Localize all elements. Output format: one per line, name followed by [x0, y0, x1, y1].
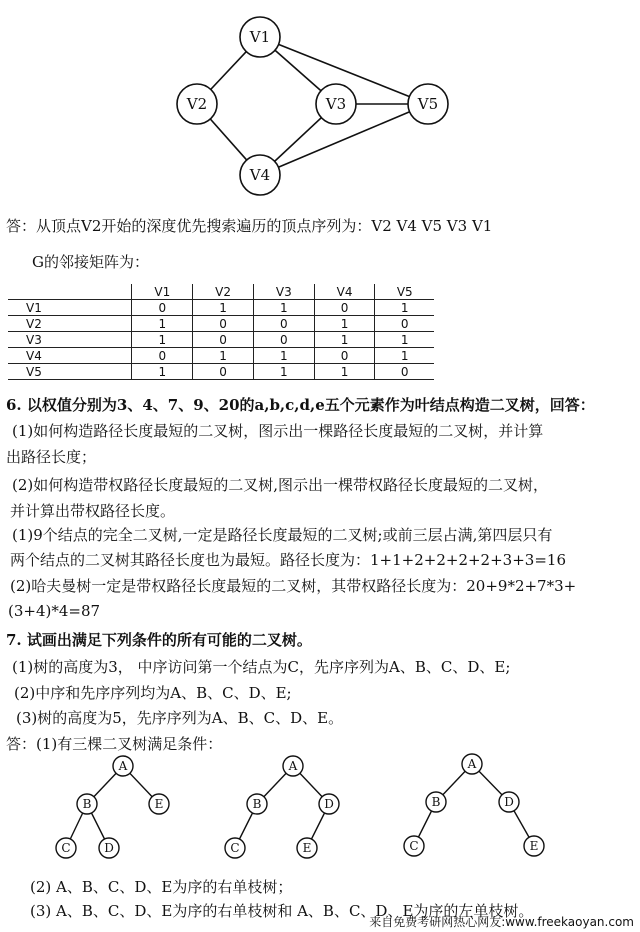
- matrix-cell: 1: [132, 316, 193, 332]
- q7-answer3: (3) A、B、C、D、E为序的右单枝树和 A、B、C、D、E为序的左单枝树。: [30, 902, 534, 920]
- matrix-cell: 1: [253, 300, 314, 316]
- q7-condition3: (3)树的高度为5，先序序列为A、B、C、D、E。: [16, 709, 344, 727]
- matrix-cell: 1: [253, 364, 314, 380]
- matrix-row-label: V2: [8, 316, 132, 332]
- graph-node-label: V2: [186, 95, 208, 113]
- matrix-cell: 1: [132, 364, 193, 380]
- q7-title: 7. 试画出满足下列条件的所有可能的二叉树。: [6, 631, 312, 649]
- matrix-row: [8, 348, 434, 364]
- binary-trees-diagram: [0, 750, 640, 870]
- q7-answer: 答：(1)有三棵二叉树满足条件：: [6, 735, 223, 753]
- tree-node-label: D: [104, 841, 114, 855]
- matrix-row: [8, 332, 434, 348]
- matrix-row-label: V1: [8, 300, 132, 316]
- matrix-col-header: V1: [132, 284, 193, 300]
- q7-condition2: (2)中序和先序序列均为A、B、C、D、E;: [14, 684, 292, 702]
- q6-title: 6. 以权值分别为3、4、7、9、20的a,b,c,d,e五个元素作为叶结点构造二叉树，回答：: [6, 396, 595, 414]
- matrix-cell: 0: [314, 348, 375, 364]
- matrix-cell: 1: [375, 348, 434, 364]
- q6-part2-line1: (2)如何构造带权路径长度最短的二叉树,图示出一棵带权路径长度最短的二叉树，: [12, 476, 549, 494]
- matrix-cell: 0: [132, 300, 193, 316]
- graph-diagram: [0, 0, 640, 200]
- q6-part1-line2: 出路径长度；: [6, 448, 97, 466]
- matrix-col-header: V3: [253, 284, 314, 300]
- matrix-cell: 0: [193, 364, 254, 380]
- matrix-cell: 1: [193, 348, 254, 364]
- matrix-cell: 0: [375, 364, 434, 380]
- matrix-cell: 1: [375, 300, 434, 316]
- graph-node-label: V5: [417, 95, 439, 113]
- q6-answer1-line1: (1)9个结点的完全二叉树,一定是路径长度最短的二叉树;或前三层占满,第四层只有: [12, 526, 553, 544]
- tree-node-label: C: [61, 841, 71, 855]
- matrix-cell: 0: [132, 348, 193, 364]
- matrix-cell: 0: [193, 332, 254, 348]
- matrix-col-header: V2: [193, 284, 254, 300]
- matrix-header-row: [8, 284, 434, 300]
- matrix-cell: 1: [314, 364, 375, 380]
- tree-node-label: C: [230, 841, 240, 855]
- matrix-cell: 0: [375, 316, 434, 332]
- matrix-row: [8, 364, 434, 380]
- tree-node-label: E: [302, 841, 312, 855]
- graph-node-label: V1: [249, 28, 271, 46]
- q7-condition1: (1)树的高度为3， 中序访问第一个结点为C，先序序列为A、B、C、D、E;: [12, 658, 511, 676]
- matrix-cell: 0: [314, 300, 375, 316]
- matrix-cell: 1: [193, 300, 254, 316]
- adjacency-matrix: [8, 284, 434, 380]
- matrix-col-header: V5: [375, 284, 434, 300]
- tree-node-label: C: [409, 839, 419, 853]
- matrix-cell: 1: [314, 316, 375, 332]
- q7-answer2: (2) A、B、C、D、E为序的右单枝树；: [30, 878, 293, 896]
- q6-part2-line2: 并计算出带权路径长度。: [10, 502, 176, 520]
- tree-node-label: E: [154, 797, 164, 811]
- tree-node-label: A: [118, 759, 128, 773]
- matrix-row-label: V4: [8, 348, 132, 364]
- matrix-row-label: V3: [8, 332, 132, 348]
- matrix-cell: 0: [253, 316, 314, 332]
- footer-source: 来自免费考研网热心网友:www.freekaoyan.com: [369, 915, 634, 929]
- matrix-cell: 1: [253, 348, 314, 364]
- tree-node-label: D: [324, 797, 334, 811]
- tree-node-label: B: [252, 797, 262, 811]
- matrix-row: [8, 300, 434, 316]
- tree-node-label: A: [288, 759, 298, 773]
- matrix-col-header: V4: [314, 284, 375, 300]
- tree-node-label: E: [529, 839, 539, 853]
- matrix-caption: G的邻接矩阵为：: [32, 253, 149, 271]
- q6-answer2-line2: (3+4)*4=87: [8, 602, 101, 620]
- graph-node-label: V3: [325, 95, 347, 113]
- tree-node-label: D: [504, 795, 514, 809]
- tree-node-label: B: [82, 797, 92, 811]
- q6-answer1-line2: 两个结点的二叉树其路径长度也为最短。路径长度为：1+1+2+2+2+2+3+3=16: [10, 551, 566, 569]
- q6-part1-line1: (1)如何构造路径长度最短的二叉树，图示出一棵路径长度最短的二叉树，并计算: [12, 422, 544, 440]
- matrix-cell: 0: [253, 332, 314, 348]
- graph-node-label: V4: [249, 166, 271, 184]
- q6-answer2-line1: (2)哈夫曼树一定是带权路径长度最短的二叉树，其带权路径长度为：20+9*2+7*3+: [10, 577, 577, 595]
- matrix-cell: 1: [132, 332, 193, 348]
- matrix-cell: 1: [375, 332, 434, 348]
- matrix-row-label: V5: [8, 364, 132, 380]
- matrix-cell: 0: [193, 316, 254, 332]
- dfs-answer: 答：从顶点V2开始的深度优先搜索遍历的顶点序列为：V2 V4 V5 V3 V1: [6, 217, 493, 235]
- matrix-row: [8, 316, 434, 332]
- matrix-cell: 1: [314, 332, 375, 348]
- tree-node-label: B: [431, 795, 441, 809]
- tree-node-label: A: [467, 757, 477, 771]
